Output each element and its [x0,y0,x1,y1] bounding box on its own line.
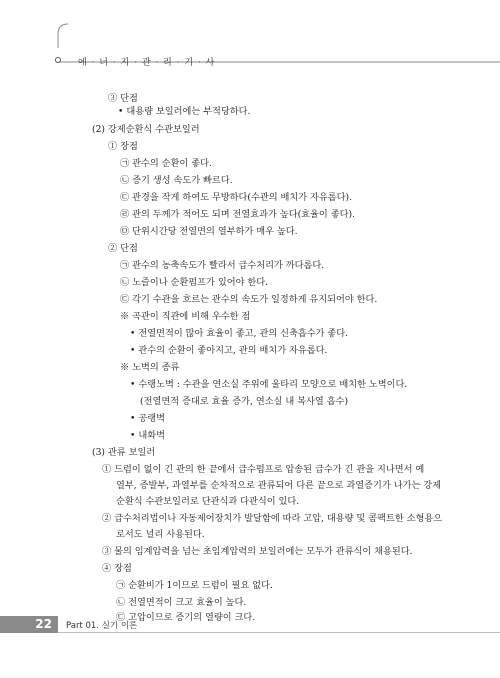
footer-part-title: Part 01. 실기 이론 [66,621,138,631]
text-line: ㉡ 전열면적이 크고 효율이 높다. [116,597,247,608]
text-line: ㉡ 노즐이나 순환펌프가 있어야 한다. [120,277,269,288]
text-line: ㉣ 관의 두께가 적어도 되며 전열효과가 높다(효율이 좋다). [120,209,355,220]
text-line: ㉠ 순환비가 1이므로 드럼이 필요 없다. [116,580,273,591]
text-line: ※ 노벽의 종류 [120,362,180,373]
text-line: ② 단점 [108,243,138,254]
text-line: 로서도 널리 사용된다. [116,529,205,540]
text-line: ㉡ 증기 생성 속도가 빠르다. [120,175,233,186]
text-line: (전열면적 증대로 효율 증가, 연소실 내 복사열 흡수) [140,396,349,407]
text-line: ③ 단점 [108,93,138,104]
text-line: ② 급수처리법이나 자동제어장치가 발달함에 따라 고압, 대용량 및 콤팩트한 소형용으 [102,513,443,524]
header-title: 에 · 너 · 지 · 관 · 리 · 기 · 사 [78,58,216,68]
text-line: • 대용량 보일러에는 부적당하다. [118,106,251,117]
text-line: • 공랭벽 [130,413,165,424]
text-line: ㉢ 관경을 작게 하여도 무방하다(수관의 배치가 자유롭다). [120,192,353,203]
text-line: ㉤ 단위시간당 전열면의 열부하가 매우 높다. [120,226,298,237]
text-line: (3) 관류 보일러 [92,447,156,458]
text-line: ※ 곡관이 직관에 비해 우수한 점 [120,311,251,322]
text-line: • 전열면적이 많아 효율이 좋고, 관의 신축흡수가 좋다. [130,328,349,339]
text-line: • 수랭노벽 : 수관을 연소실 주위에 울타리 모양으로 배치한 노벽이다. [130,379,408,390]
text-line: • 내화벽 [130,430,165,441]
text-line: ① 장점 [108,141,138,152]
text-line: (2) 강제순환식 수관보일러 [92,124,200,135]
footer-divider [58,632,500,633]
text-line: ㉢ 고압이므로 증기의 열량이 크다. [116,612,256,623]
page-number: 22 [0,616,58,633]
text-line: ㉠ 관수의 농축속도가 빨라서 급수처리가 까다롭다. [120,260,325,271]
text-line: 순환식 수관보일러로 단관식과 다관식이 있다. [116,496,300,507]
page-header [0,0,500,70]
text-line: • 관수의 순환이 좋아지고, 관의 배치가 자유롭다. [130,345,328,356]
text-line: 열부, 증발부, 과열부를 순차적으로 관류되어 다른 끝으로 과열증기가 나가는 강제 [116,480,442,491]
text-line: ㉢ 각기 수관을 흐르는 관수의 속도가 일정하게 유지되어야 한다. [120,294,378,305]
text-line: ④ 장점 [102,563,132,574]
text-line: ① 드럼이 없이 긴 관의 한 끝에서 급수펌프로 압송된 급수가 긴 관을 지나면서 예 [102,464,425,475]
text-line: ③ 물의 임계압력을 넘는 초임계압력의 보일러에는 모두가 관류식이 채용된다. [102,546,413,557]
header-decoration [0,0,500,70]
text-line: ㉠ 관수의 순환이 좋다. [120,158,212,169]
